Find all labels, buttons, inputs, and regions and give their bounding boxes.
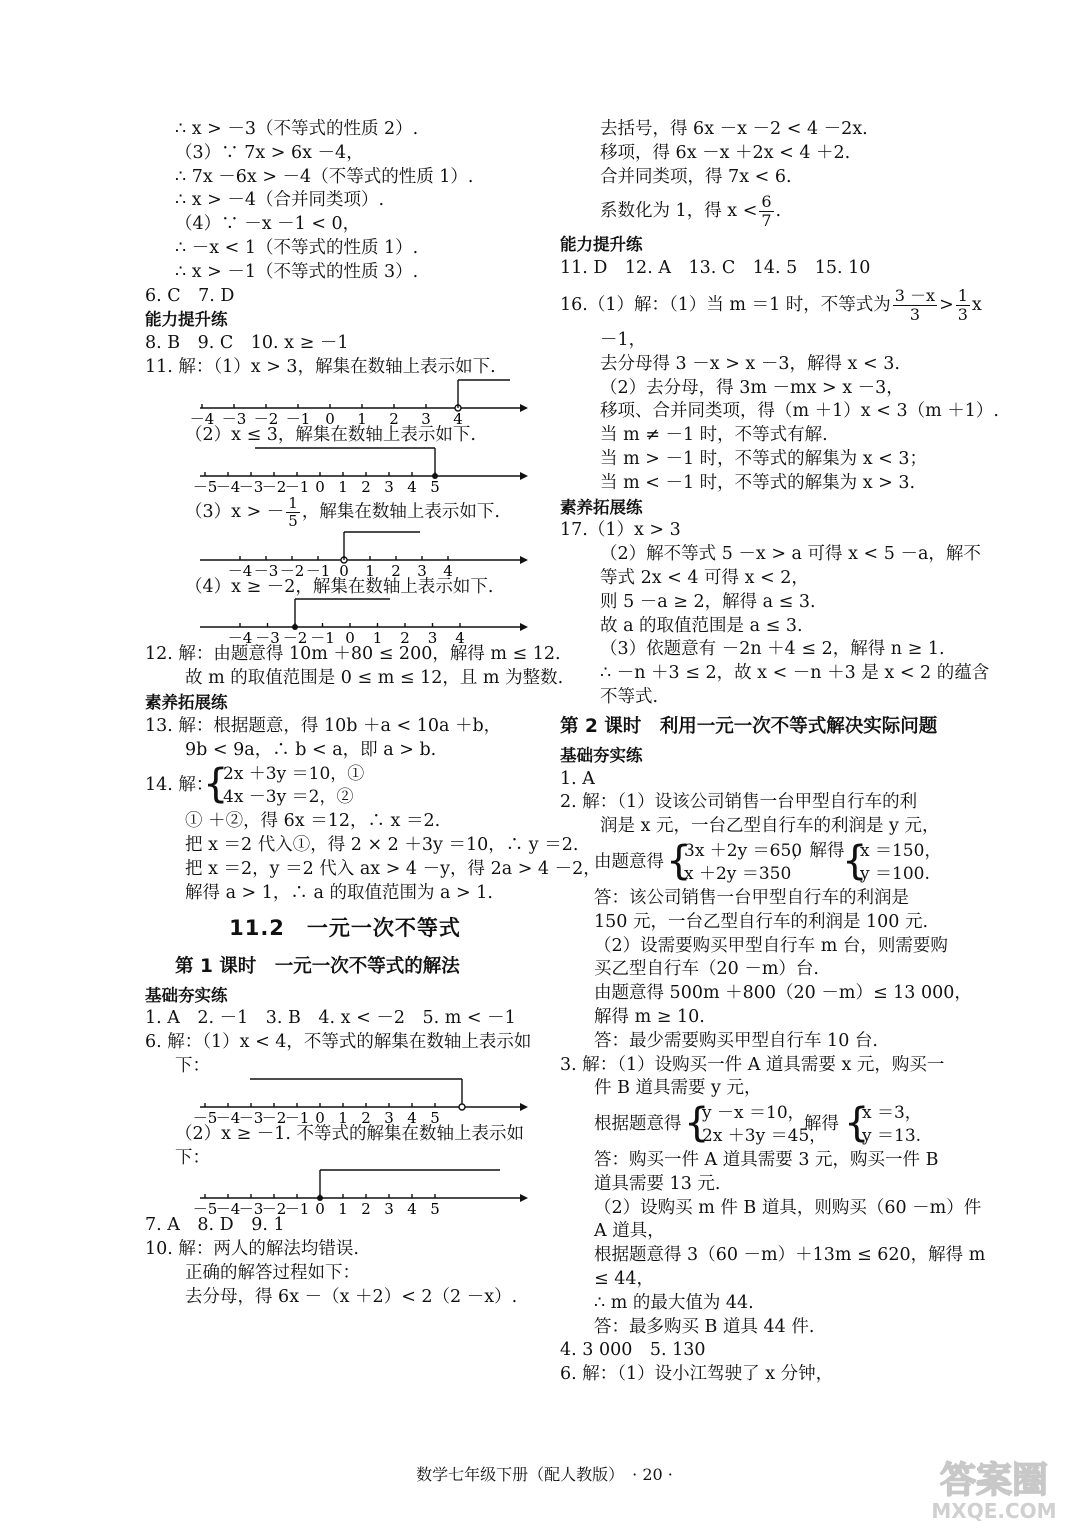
text-fragment: . — [775, 201, 782, 222]
tick-label: 1 — [338, 1200, 348, 1219]
text-line: 合并同类项，得 7x < 6. — [600, 166, 792, 187]
text-fragment: 16.（1）解：（1）当 m ＝1 时，不等式为 — [560, 294, 891, 315]
text-line: 8. B 9. C 10. x ≥ －1 — [145, 333, 349, 354]
fraction — [286, 495, 300, 530]
number-line-4 — [200, 599, 530, 648]
text-line: 答：购买一件 A 道具需要 3 元，购买一件 B — [594, 1150, 939, 1171]
tick-label: 4 — [453, 409, 463, 428]
tick-label: 0 — [339, 561, 349, 580]
tick-label: －4 — [227, 629, 253, 648]
equation: x ＝3， — [862, 1103, 922, 1124]
fraction-numerator: 1 — [288, 493, 298, 512]
fraction-denominator: 3 — [957, 304, 968, 324]
equation: x ＋2y ＝350 — [684, 863, 792, 884]
text-line: 150 元，一台乙型自行车的利润是 100 元. — [594, 911, 929, 932]
section-title: 11.2 一元一次不等式 — [229, 915, 461, 940]
tick-label: －4 — [189, 409, 215, 428]
watermark-top-text: 答案圈 — [939, 1460, 1049, 1501]
right-column — [560, 118, 999, 1387]
text-line: 3. 解：（1）设购买一件 A 道具需要 x 元，购买一 — [560, 1054, 945, 1075]
tick-label: 5 — [430, 477, 440, 496]
tick-label: 0 — [315, 1200, 325, 1219]
watermark-logo — [919, 1454, 1069, 1524]
tick-label: －1 — [305, 561, 331, 580]
tick-label: 1 — [338, 477, 348, 496]
watermark-bottom-text: MXQE.COM — [931, 1499, 1057, 1523]
tick-label: －2 — [261, 477, 287, 496]
tick-label: －3 — [255, 629, 280, 648]
equation-system-q14 — [145, 762, 545, 810]
equation: 2x ＋3y ＝45， — [702, 1126, 827, 1147]
tick-label: 4 — [455, 629, 465, 648]
text-line — [560, 189, 980, 233]
left-column — [145, 118, 601, 1310]
tick-label: －4 — [227, 561, 253, 580]
text-line: （2）x ≤ 3，解集在数轴上表示如下. — [185, 424, 476, 445]
text-fragment: ，解得 — [792, 840, 845, 861]
tick-label: 2 — [361, 477, 371, 496]
number-line-5-svg — [192, 1079, 530, 1127]
text-line: 下： — [175, 1055, 210, 1076]
fraction-numerator: 1 — [957, 285, 968, 305]
text-line: 则 5 －a ≥ 2，解得 a ≤ 3. — [600, 591, 816, 612]
fraction-numerator: 3 －x — [894, 285, 936, 305]
tick-label: －3 — [253, 561, 279, 580]
text-line: 6. 解：（1）设小江驾驶了 x 分钟， — [560, 1364, 834, 1385]
text-line: ∴ 7x －6x > －4（不等式的性质 1）. — [175, 166, 474, 187]
text-fragment: x — [971, 294, 982, 315]
text-line: （3）∵ 7x > 6x －4， — [175, 142, 364, 163]
fraction-denominator: 3 — [909, 304, 920, 324]
text-line: 13. 解：根据题意，得 10b ＋a < 10a ＋b， — [145, 715, 502, 736]
tick-label: －5 — [192, 477, 218, 496]
tick-label: －2 — [282, 629, 308, 648]
text-line: 1. A — [560, 768, 595, 789]
text-line: 移项、合并同类项，得（m ＋1）x < 3（m ＋1）. — [600, 401, 999, 422]
text-line: 移项，得 6x －x ＋2x < 4 ＋2. — [600, 142, 851, 163]
tick-label: 3 — [384, 477, 394, 496]
tick-label: －4 — [215, 1200, 241, 1219]
section-heading: 能力提升练 — [145, 310, 228, 330]
tick-label: －2 — [279, 561, 305, 580]
tick-label: －3 — [238, 1108, 264, 1127]
tick-label: －4 — [215, 1108, 241, 1127]
text-line: ∴ －x < 1（不等式的性质 1）. — [175, 237, 419, 258]
text-line: 11. D 12. A 13. C 14. 5 15. 10 — [560, 258, 871, 279]
tick-label: 3 — [384, 1108, 394, 1127]
lesson-title: 第 2 课时 利用一元一次不等式解决实际问题 — [560, 715, 938, 737]
number-line-2-svg — [192, 448, 530, 496]
tick-label: －2 — [261, 1200, 287, 1219]
tick-label: －1 — [284, 477, 310, 496]
text-fragment: （3）x > － — [185, 501, 285, 522]
fraction-numerator: 6 — [761, 192, 772, 212]
open-endpoint — [459, 1104, 465, 1110]
text-line: ∴ m 的最大值为 44. — [594, 1292, 754, 1313]
tick-label: 1 — [372, 629, 383, 648]
equation-system-q2 — [560, 839, 980, 887]
brace-icon: { — [203, 761, 229, 808]
text-line: 9b < 9a，∴ b < a，即 a > b. — [185, 739, 437, 760]
tick-label: 0 — [345, 629, 355, 648]
text-line: 买乙型自行车（20 －m）台. — [594, 959, 819, 980]
equation-system-q3 — [560, 1101, 980, 1149]
tick-label: －1 — [285, 409, 311, 428]
brace-icon: { — [844, 1100, 870, 1147]
equation: y ＝13. — [862, 1126, 922, 1147]
page-footer: 数学七年级下册（配人教版） · 20 · — [416, 1465, 673, 1484]
tick-label: 4 — [407, 1108, 417, 1127]
number-line-6 — [192, 1170, 530, 1219]
tick-label: －3 — [221, 409, 247, 428]
text-line: 6. 解：（1）x < 4，不等式的解集在数轴上表示如 — [145, 1032, 532, 1053]
text-fragment: 根据题意得 — [594, 1114, 682, 1135]
number-line-5 — [192, 1079, 530, 1127]
tick-label: 3 — [427, 629, 438, 648]
equation: 2x ＋3y ＝10，① — [223, 764, 365, 785]
text-line: ∴ x > －1（不等式的性质 3）. — [175, 261, 419, 282]
text-line: ≤ 44， — [594, 1269, 654, 1290]
tick-label: 2 — [361, 1200, 371, 1219]
text-line: 解得 a > 1，∴ a 的取值范围为 a > 1. — [185, 882, 493, 903]
brace-icon: { — [842, 837, 868, 884]
system-lines — [862, 1102, 922, 1148]
number-line-6-svg — [192, 1170, 530, 1219]
text-fragment: 由题意得 — [594, 851, 664, 872]
text-line: A 道具， — [594, 1221, 665, 1242]
tick-label: －3 — [238, 1200, 264, 1219]
axis-arrow-icon — [520, 472, 528, 480]
section-heading: 基础夯实练 — [560, 745, 643, 765]
text-line: （2）设需要购买甲型自行车 m 台，则需要购 — [594, 935, 948, 956]
text-line: 当 m > －1 时，不等式的解集为 x < 3； — [600, 448, 927, 469]
text-line: 17.（1）x > 3 — [560, 520, 681, 541]
section-heading: 素养拓展练 — [560, 497, 643, 517]
system-lines — [860, 840, 941, 886]
tick-label: 2 — [400, 629, 410, 648]
text-line: 等式 2x < 4 可得 x < 2， — [600, 567, 809, 588]
text-fragment: ，解集在数轴上表示如下. — [301, 501, 500, 522]
section-heading: 素养拓展练 — [145, 692, 228, 712]
section-heading: 基础夯实练 — [145, 985, 228, 1005]
text-line: （2）去分母，得 3m －mx > x －3， — [600, 377, 904, 398]
number-line-4-svg — [200, 599, 530, 648]
text-fragment: 系数化为 1，得 x < — [600, 201, 758, 222]
axis-arrow-icon — [520, 556, 528, 564]
tick-label: －2 — [261, 1108, 287, 1127]
text-line: （4）x ≥ －2，解集在数轴上表示如下. — [185, 576, 494, 597]
system-lines — [223, 763, 364, 809]
text-line: （2）解不等式 5 －x > a 可得 x < 5 －a，解不 — [600, 544, 981, 565]
tick-label: 1 — [357, 409, 367, 428]
text-line: 去分母得 3 －x > x －3，解得 x < 3. — [600, 353, 900, 374]
text-line: 把 x ＝2 代入①，得 2 × 2 ＋3y ＝10，∴ y ＝2. — [185, 835, 579, 856]
tick-label: 2 — [389, 409, 399, 428]
text-line: ∴ －n ＋3 ≤ 2，故 x < －n ＋3 是 x < 2 的蕴含 — [600, 663, 990, 684]
text-line: 由题意得 500m ＋800（20 －m）≤ 13 000， — [594, 983, 972, 1004]
text-line: ∴ x > －4（合并同类项）. — [175, 190, 385, 211]
tick-label: 5 — [430, 1200, 440, 1219]
tick-label: 0 — [315, 1108, 325, 1127]
tick-label: 4 — [407, 1200, 417, 1219]
text-line: 当 m ≠ －1 时，不等式有解. — [600, 425, 828, 446]
number-line-2 — [192, 448, 530, 496]
text-line: 4. 3 000 5. 130 — [560, 1340, 706, 1361]
text-line: 下： — [175, 1147, 210, 1168]
tick-label: 2 — [361, 1108, 371, 1127]
tick-label: 3 — [421, 409, 431, 428]
text-line: 把 x ＝2，y ＝2 代入 ax > 4 －y，得 2a > 4 －2， — [185, 858, 601, 879]
text-line: 12. 解：由题意得 10m ＋80 ≤ 200，解得 m ≤ 12. — [145, 644, 561, 665]
text-line: 故 a 的取值范围是 a ≤ 3. — [600, 615, 803, 636]
text-line: 1. A 2. －1 3. B 4. x < －2 5. m < －1 — [145, 1008, 516, 1029]
axis-arrow-icon — [520, 1103, 528, 1111]
number-line-1-svg — [189, 380, 530, 428]
number-line-3-svg — [200, 532, 530, 580]
text-line: 正确的解答过程如下： — [185, 1262, 360, 1283]
tick-label: －1 — [310, 629, 335, 648]
text-line: 当 m < －1 时，不等式的解集为 x > 3. — [600, 472, 916, 493]
fraction-denominator: 5 — [288, 511, 298, 530]
text-line: －1， — [600, 329, 647, 350]
equation: 4x －3y ＝2，② — [223, 787, 354, 808]
fraction — [759, 193, 773, 230]
tick-label: 3 — [417, 561, 427, 580]
text-line: 根据题意得 3（60 －m）＋13m ≤ 620，解得 m — [594, 1245, 986, 1266]
tick-label: －3 — [238, 477, 264, 496]
text-line: 2. 解：（1）设该公司销售一台甲型自行车的利 — [560, 792, 918, 813]
text-line: 故 m 的取值范围是 0 ≤ m ≤ 12，且 m 为整数. — [185, 668, 564, 689]
fraction-denominator: 7 — [761, 211, 772, 231]
tick-label: 4 — [443, 561, 453, 580]
tick-label: －5 — [192, 1108, 218, 1127]
tick-label: 5 — [430, 1108, 440, 1127]
tick-label: －2 — [253, 409, 279, 428]
equation: x ＝150， — [860, 840, 942, 861]
text-line: 去分母，得 6x －（x ＋2）< 2（2 －x）. — [185, 1286, 518, 1307]
lesson-title: 第 1 课时 一元一次不等式的解法 — [175, 955, 460, 977]
text-line: 道具需要 13 元. — [594, 1173, 721, 1194]
system-lines — [684, 840, 802, 886]
text-line: 答：最多购买 B 道具 44 件. — [594, 1316, 815, 1337]
text-line — [145, 492, 545, 532]
number-line-3 — [200, 532, 530, 580]
axis-arrow-icon — [520, 623, 528, 631]
tick-label: 1 — [365, 561, 375, 580]
text-line: 去括号，得 6x －x －2 < 4 －2x. — [600, 119, 868, 139]
text-line: （4）∵ －x －1 < 0， — [175, 214, 361, 235]
equation: y ＝100. — [860, 863, 930, 884]
tick-label: 4 — [407, 477, 417, 496]
text-line: （2）设购买 m 件 B 道具，则购买（60 －m）件 — [594, 1197, 982, 1218]
text-line: 7. A 8. D 9. 1 — [145, 1215, 285, 1236]
equation: y －x ＝10， — [702, 1103, 805, 1124]
equation: 3x ＋2y ＝650 — [684, 840, 803, 861]
text-line: 件 B 道具需要 y 元， — [594, 1078, 762, 1099]
tick-label: －1 — [284, 1108, 310, 1127]
tick-label: 1 — [338, 1108, 348, 1127]
number-line-1 — [189, 380, 530, 428]
axis-arrow-icon — [520, 404, 528, 412]
tick-label: 0 — [325, 409, 335, 428]
text-fragment: 解得 — [804, 1114, 839, 1135]
text-line: （3）依题意有 －2n ＋4 ≤ 2，解得 n ≥ 1. — [600, 639, 945, 660]
text-line: ∴ x > －3（不等式的性质 2）. — [175, 119, 419, 139]
text-line: 解得 m ≥ 10. — [594, 1006, 705, 1027]
text-line: 11. 解：（1）x > 3，解集在数轴上表示如下. — [145, 356, 496, 377]
fraction — [956, 287, 970, 324]
text-line: 不等式. — [600, 686, 659, 707]
tick-label: 3 — [384, 1200, 394, 1219]
text-line: 10. 解：两人的解法均错误. — [145, 1239, 359, 1260]
text-line: 润是 x 元，一台乙型自行车的利润是 y 元， — [600, 816, 940, 837]
tick-label: 2 — [391, 561, 401, 580]
axis-arrow-icon — [520, 1194, 528, 1202]
text-line — [560, 281, 980, 329]
text-line: 答：最少需要购买甲型自行车 10 台. — [594, 1030, 878, 1051]
text-line: 答：该公司销售一台甲型自行车的利润是 — [594, 887, 909, 908]
tick-label: 0 — [315, 477, 325, 496]
text-line: ① ＋②，得 6x ＝12，∴ x ＝2. — [185, 811, 441, 832]
tick-label: －1 — [284, 1200, 310, 1219]
brace-icon: { — [666, 837, 692, 884]
watermark-svg — [919, 1454, 1069, 1524]
tick-label: －4 — [215, 477, 241, 496]
tick-label: －5 — [192, 1200, 218, 1219]
text-fragment: 14. 解： — [145, 775, 214, 796]
brace-icon: { — [684, 1100, 710, 1147]
section-heading: 能力提升练 — [560, 235, 643, 255]
text-line: （2）x ≥ －1. 不等式的解集在数轴上表示如 — [175, 1123, 525, 1144]
fraction — [893, 287, 937, 324]
text-line: 6. C 7. D — [145, 285, 235, 306]
text-fragment: > — [939, 294, 954, 315]
